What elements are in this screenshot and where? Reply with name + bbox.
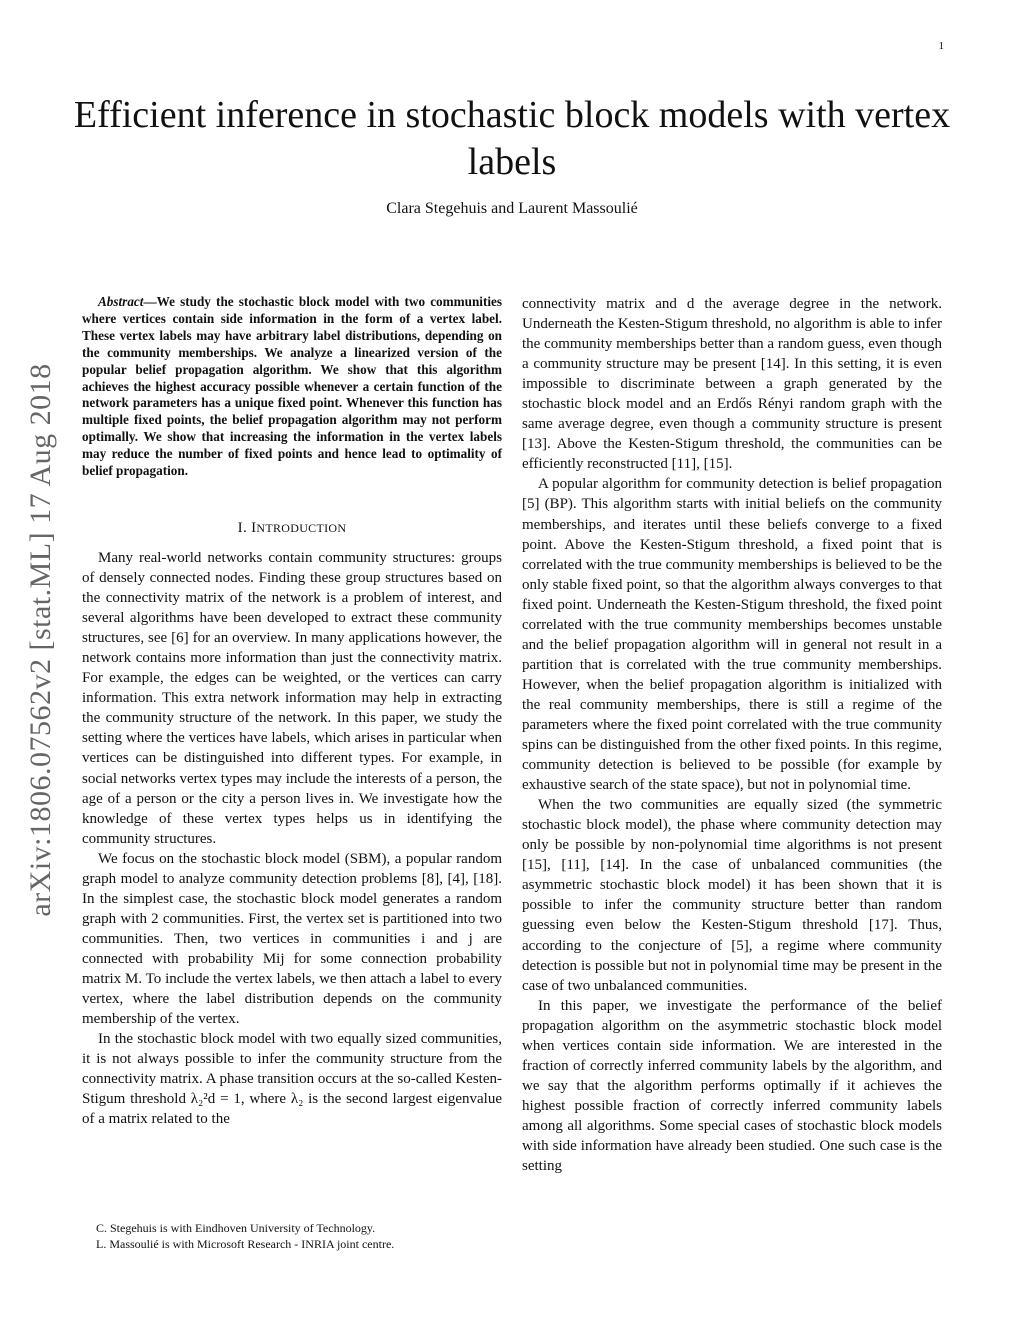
footnote: L. Massoulié is with Microsoft Research - INRIA joint centre. (96, 1237, 395, 1251)
footnote: C. Stegehuis is with Eindhoven University of Technology. (96, 1221, 376, 1235)
footnotes (82, 1220, 502, 1252)
right-column (522, 294, 942, 1176)
paper-title: Efficient inference in stochastic block models with vertex labels (73, 94, 951, 183)
section-title-initial: I (251, 519, 257, 536)
paragraph: We focus on the stochastic block model (SBM), a popular random graph model to analyze community detection problems [8], [4], [18]. In the simplest case, the stochastic block model generates a random graph with 2 communities. First, the vertex set is partitioned into two communities. Then, two vertices in communities i and j are connected with probability Mij for some connection probability matrix M. To include the vertex labels, we then attach a label to every vertex, where the label distribution depends on the community membership of the vertex. (82, 850, 502, 1028)
paragraph: In this paper, we investigate the performance of the belief propagation algorithm on the asymmetric stochastic block model when vertices contain side information. We are interested in the fraction of correctly inferred community labels by the algorithm, and we say that the algorithm performs optimally if it achieves the highest possible fraction of correctly inferred community labels among all algorithms. Some special cases of stochastic block models with side information have already been studied. One such case is the setting (522, 997, 942, 1175)
abstract-text: —We study the stochastic block model with two communities where vertices contain side information in the form of a vertex label. These vertex labels may have arbitrary label distributions, depending on the community memberships. We analyze a linearized version of the popular belief propagation algorithm. We show that this algorithm achieves the highest accuracy possible whenever a certain function of the network parameters has a unique fixed point. Whenever this function has multiple fixed points, the belief propagation algorithm may not perform optimally. We show that increasing the information in the vertex labels may reduce the number of fixed points and hence lead to optimality of belief propagation. (82, 294, 502, 479)
left-column (82, 294, 502, 1129)
paragraph: Many real-world networks contain community structures: groups of densely connected nodes. Finding these group structures based on the connectivity matrix of the network is a problem of interest, and several algorithms have been developed to extract these community structures, see [6] for an overview. In many applications however, the network contains more information than just the connectivity matrix. For example, the edges can be weighted, or the vertices can carry information. This extra network information may help in extracting the community structure of the network. In this paper, we study the setting where the vertices have labels, which arises in particular when vertices can be distinguished into different types. For example, in social networks vertex types may include the interests of a person, the age of a person or the city a person lives in. We investigate how the knowledge of these vertex types helps us in identifying the community structures. (82, 550, 502, 847)
page-number: 1 (938, 40, 944, 52)
abstract-label: Abstract (98, 294, 144, 309)
paragraph: A popular algorithm for community detection is belief propagation [5] (BP). This algorithm starts with initial beliefs on the community memberships, and iterates until these beliefs converge to a fixed point. Above the Kesten-Stigum threshold, a fixed point that is correlated with the true community memberships is believed to be the only stable fixed point, so that the algorithm always converges to that fixed point. Underneath the Kesten-Stigum threshold, the fixed point correlated with the true community memberships becomes unstable and the belief propagation algorithm will in general not result in a partition that is correlated with the true community memberships. However, when the belief propagation algorithm is initialized with the real community memberships, there is still a regime of the parameters where the fixed point correlated with the true community spins can be distinguished from the other fixed points. In this regime, community detection is believed to be possible (for example by exhaustive search of the state space), but not in polynomial time. (522, 476, 942, 794)
author-line: Clara Stegehuis and Laurent Massoulié (386, 200, 638, 217)
abstract (82, 294, 502, 480)
arxiv-identifier-stamp: arXiv:1806.07562v2 [stat.ML] 17 Aug 2018 (24, 363, 57, 917)
section-numeral: I. (237, 519, 248, 536)
section-title-rest: NTRODUCTION (256, 520, 347, 535)
paragraph: In the stochastic block model with two equally sized communities, it is not always possible to infer the community structure from the connectivity matrix. A phase transition occurs at the so-called Kesten-Stigum threshold λ₂²d = 1, where λ₂ is the second largest eigenvalue of a matrix related to the (82, 1031, 502, 1128)
paragraph: connectivity matrix and d the average degree in the network. Underneath the Kesten-Stigum threshold, no algorithm is able to infer the community memberships better than a random guess, even though a community structure may be present [14]. In this setting, it is even impossible to discriminate between a graph generated by the stochastic block model and an Erdős Rényi random graph with the same average degree, even though a community structure is present [13]. Above the Kesten-Stigum threshold, the communities can be efficiently reconstructed [11], [15]. (522, 296, 942, 473)
section-heading-introduction (82, 518, 502, 538)
paragraph: When the two communities are equally sized (the symmetric stochastic block model), the phase where community detection may only be possible by non-polynomial time algorithms is not present [15], [11], [14]. In the case of unbalanced communities (the asymmetric stochastic block model) it has been shown that it is possible to infer the community structure better than random guessing even below the Kesten-Stigum threshold [17]. Thus, according to the conjecture of [5], a regime where community detection is possible but not in polynomial time may be present in the case of two unbalanced communities. (522, 797, 942, 994)
